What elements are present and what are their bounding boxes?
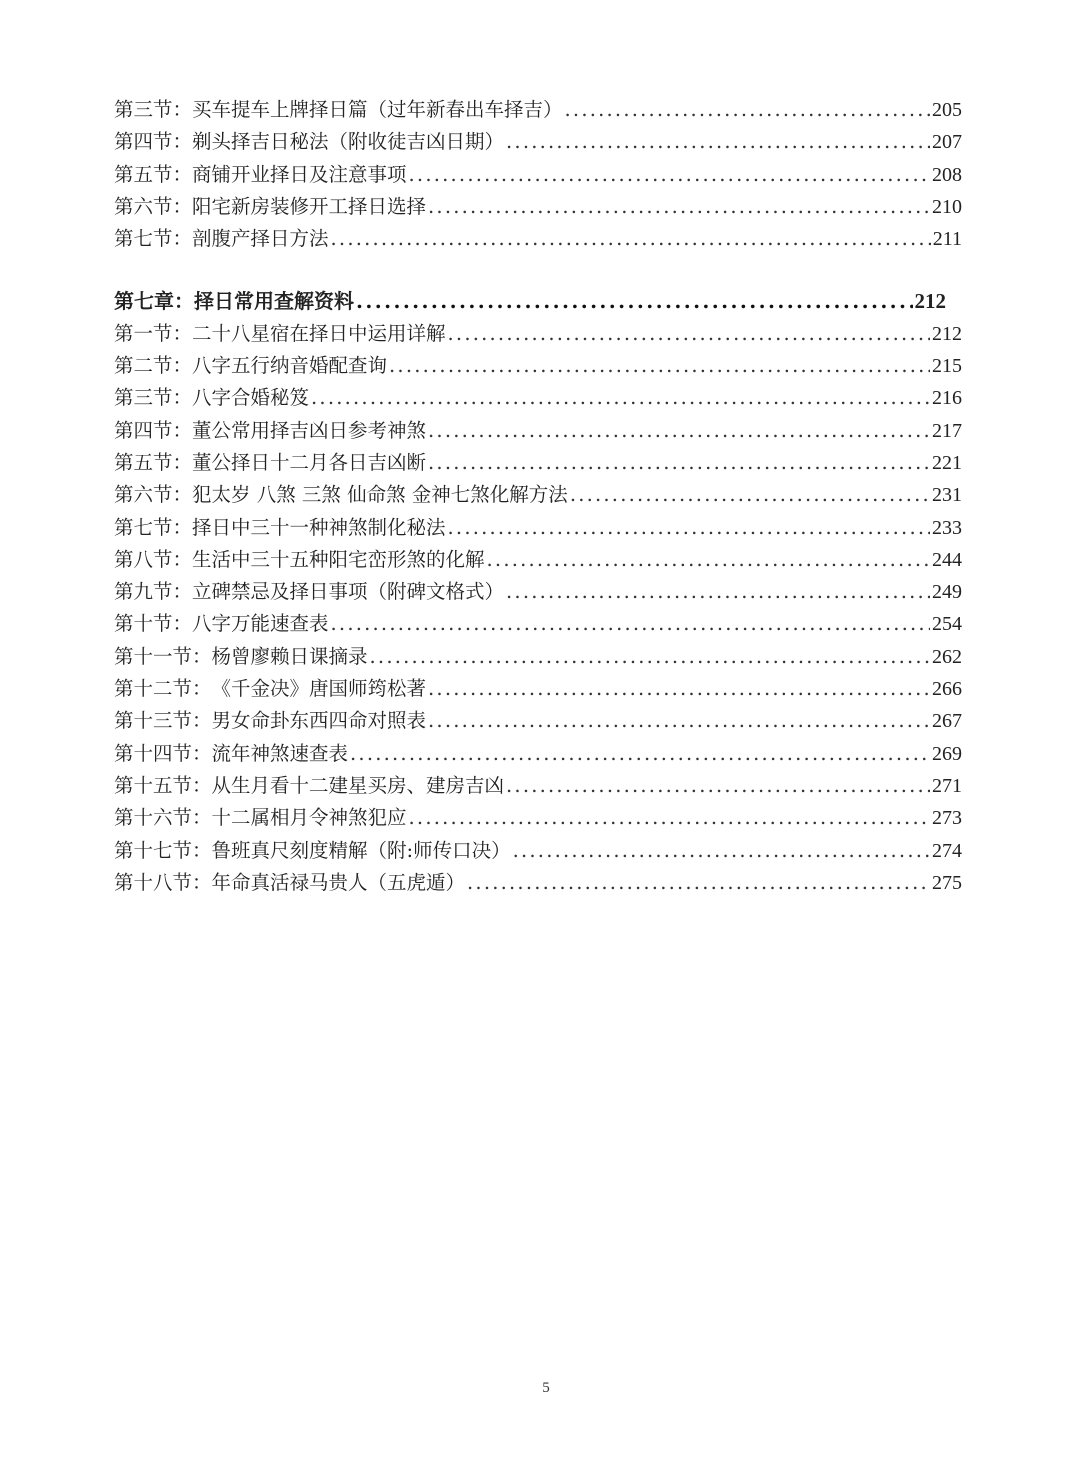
toc-entry[interactable] <box>114 479 962 511</box>
toc-entry[interactable] <box>114 641 962 673</box>
section-label: 第一节： <box>114 321 193 345</box>
dot-leader <box>428 415 930 447</box>
dot-leader <box>350 738 930 770</box>
dot-leader <box>428 191 930 223</box>
section-page-number: 249 <box>932 581 962 604</box>
toc-entry[interactable] <box>114 608 962 640</box>
section-title: 年命真活禄马贵人（五虎遁） <box>211 870 466 894</box>
section-page-number: 275 <box>932 871 962 894</box>
section-page-number: 221 <box>932 451 962 474</box>
section-label: 第十二节： <box>114 677 212 701</box>
section-title: 商铺开业择日及注意事项 <box>192 162 407 186</box>
section-label: 第十四节： <box>114 741 212 765</box>
section-title: 八字合婚秘笈 <box>192 386 310 410</box>
section-page-number: 210 <box>932 195 962 218</box>
section-title: 《千金决》唐国师筠松著 <box>211 677 427 701</box>
toc-entry[interactable] <box>114 835 962 867</box>
dot-leader <box>448 318 930 350</box>
section-label: 第六节： <box>114 483 193 507</box>
dot-leader <box>506 126 930 158</box>
section-page-number: 215 <box>932 355 962 378</box>
section-title: 剃头择吉日秘法（附收徒吉凶日期） <box>192 130 505 154</box>
toc-entry[interactable] <box>114 867 962 899</box>
section-title: 二十八星宿在择日中运用详解 <box>192 321 446 345</box>
section-label: 第四节： <box>114 130 193 154</box>
toc-entry[interactable] <box>114 159 962 191</box>
section-title: 男女命卦东西四命对照表 <box>211 709 427 733</box>
toc-entry[interactable] <box>114 673 962 705</box>
section-title: 立碑禁忌及择日事项（附碑文格式） <box>192 580 505 604</box>
section-label: 第九节： <box>114 580 193 604</box>
chapter-label: 第七章： <box>114 289 194 314</box>
section-label: 第三节： <box>114 98 193 121</box>
dot-leader <box>565 94 930 126</box>
toc-entry[interactable] <box>114 512 962 544</box>
section-label: 第十七节： <box>114 838 212 862</box>
toc-entry[interactable] <box>114 191 962 223</box>
section-title: 剖腹产择日方法 <box>192 227 329 251</box>
chapter-title: 择日常用查解资料 <box>194 289 354 314</box>
section-title: 从生月看十二建星买房、建房吉凶 <box>211 773 505 797</box>
section-page-number: 273 <box>932 807 962 830</box>
section-label: 第二节： <box>114 354 193 378</box>
section-label: 第七节： <box>114 515 193 539</box>
dot-leader <box>428 447 930 479</box>
section-page-number: 212 <box>932 322 962 345</box>
dot-leader <box>409 802 930 834</box>
toc-entry[interactable] <box>114 223 962 255</box>
section-page-number: 233 <box>932 516 962 539</box>
section-page-number: 244 <box>932 548 962 571</box>
toc-entry[interactable] <box>114 415 962 447</box>
section-label: 第六节： <box>114 194 193 218</box>
toc-entry[interactable] <box>114 350 962 382</box>
toc-entry[interactable] <box>114 770 962 802</box>
toc-entry[interactable] <box>114 705 962 737</box>
section-title: 鲁班真尺刻度精解（附:师传口决） <box>211 838 511 862</box>
section-page-number: 269 <box>932 742 962 765</box>
spacer <box>114 255 962 285</box>
toc-entry[interactable] <box>114 126 962 158</box>
section-page-number: 205 <box>932 99 962 121</box>
section-label: 第三节： <box>114 386 193 410</box>
section-label: 第四节： <box>114 418 193 442</box>
dot-leader <box>356 285 913 317</box>
dot-leader <box>487 544 930 576</box>
section-page-number: 216 <box>932 387 962 410</box>
dot-leader <box>513 835 930 867</box>
chapter-heading[interactable] <box>114 285 946 317</box>
section-page-number: 254 <box>932 613 962 636</box>
section-title: 买车提车上牌择日篇（过年新春出车择吉） <box>192 98 563 121</box>
section-page-number: 262 <box>932 645 962 668</box>
toc-entry[interactable] <box>114 94 962 126</box>
section-page-number: 231 <box>932 484 962 507</box>
dot-leader <box>428 705 930 737</box>
section-page-number: 211 <box>932 228 962 251</box>
toc-entry[interactable] <box>114 576 962 608</box>
section-label: 第十八节： <box>114 870 212 894</box>
section-title: 流年神煞速查表 <box>211 741 349 765</box>
section-page-number: 266 <box>932 678 962 701</box>
dot-leader <box>331 608 930 640</box>
section-title: 生活中三十五种阳宅峦形煞的化解 <box>192 547 485 571</box>
section-label: 第十三节： <box>114 709 212 733</box>
section-label: 第十一节： <box>114 644 212 668</box>
dot-leader <box>370 641 930 673</box>
section-label: 第十节： <box>114 612 193 636</box>
toc-entry[interactable] <box>114 738 962 770</box>
page-number: 5 <box>542 1380 550 1396</box>
toc-entry[interactable] <box>114 544 962 576</box>
section-page-number: 274 <box>932 839 962 862</box>
section-title: 八字五行纳音婚配查询 <box>192 354 388 378</box>
toc-entry[interactable] <box>114 447 962 479</box>
toc-entry[interactable] <box>114 382 962 414</box>
chapter-sections <box>114 318 962 899</box>
section-label: 第十六节： <box>114 806 212 830</box>
dot-leader <box>506 576 930 608</box>
section-label: 第十五节： <box>114 773 212 797</box>
section-label: 第八节： <box>114 547 193 571</box>
section-page-number: 271 <box>932 774 962 797</box>
section-title: 犯太岁 八煞 三煞 仙命煞 金神七煞化解方法 <box>192 483 568 507</box>
section-page-number: 207 <box>932 131 962 154</box>
section-title: 择日中三十一种神煞制化秘法 <box>192 515 446 539</box>
section-page-number: 208 <box>932 163 962 186</box>
section-title: 董公择日十二月各日吉凶断 <box>192 450 427 474</box>
section-label: 第七节： <box>114 227 193 251</box>
section-title: 八字万能速查表 <box>192 612 329 636</box>
section-page-number: 267 <box>932 710 962 733</box>
previous-chapter-sections <box>114 94 962 255</box>
section-label: 第五节： <box>114 162 193 186</box>
section-title: 阳宅新房装修开工择日选择 <box>192 194 427 218</box>
dot-leader <box>467 867 930 899</box>
dot-leader <box>570 479 930 511</box>
section-label: 第五节： <box>114 450 193 474</box>
dot-leader <box>506 770 930 802</box>
table-of-contents <box>114 94 962 899</box>
dot-leader <box>428 673 930 705</box>
section-page-number: 217 <box>932 419 962 442</box>
dot-leader <box>311 382 930 414</box>
section-title: 杨曾廖赖日课摘录 <box>211 644 368 668</box>
dot-leader <box>448 512 930 544</box>
dot-leader <box>389 350 930 382</box>
dot-leader <box>331 223 931 255</box>
chapter-page-number: 212 <box>914 289 946 314</box>
section-title: 十二属相月令神煞犯应 <box>211 806 407 830</box>
toc-entry[interactable] <box>114 318 962 350</box>
section-title: 董公常用择吉凶日参考神煞 <box>192 418 427 442</box>
dot-leader <box>409 159 930 191</box>
toc-entry[interactable] <box>114 802 962 834</box>
